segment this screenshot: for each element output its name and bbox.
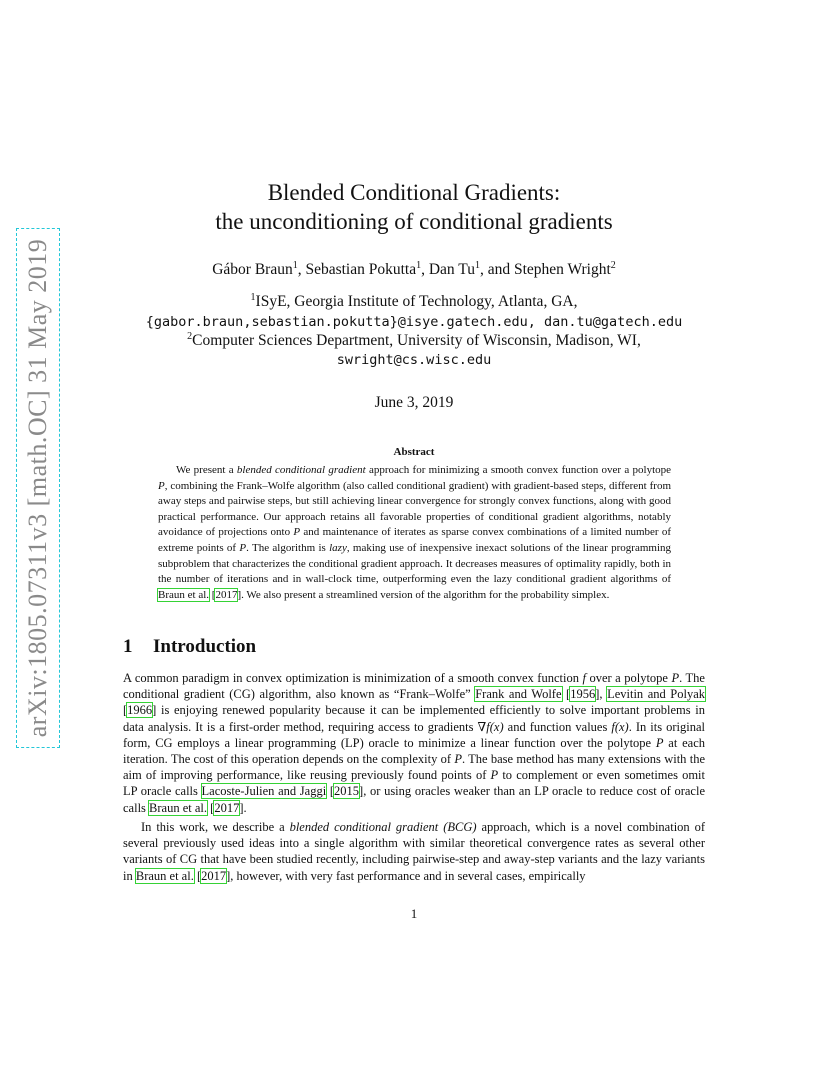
math-expression: f(x) [611,719,629,734]
affiliation-1-text: ISyE, Georgia Institute of Technology, Atlanta, GA, [255,293,578,311]
author-affiliation-mark: 1 [292,260,298,271]
author-separator: , [297,261,306,279]
math-symbol: P [655,735,664,750]
citation-link[interactable]: Braun et al. [135,868,194,883]
math-symbol: P [239,541,247,554]
math-symbol: P [454,752,462,767]
citation-year-link[interactable]: 1956 [570,687,596,702]
body-paragraph-2: In this work, we describe a blended conditional gradient (BCG) approach, which is a novel combination of several previously used ideas into a single algorithm with similar theoretical convergence rates as several other variants of CG that have been studied recently, including pairwise-step and away-step variants and the lazy variants in Braun et al. [2017], however, with very fast performance and in several cases, empirically [123,820,705,883]
citation-link[interactable]: Lacoste-Julien and Jaggi [201,784,327,799]
math-expression: ∇f(x) [477,719,504,734]
author-list [0,260,828,279]
page-number: 1 [410,906,418,921]
author-name: Stephen Wright [513,261,611,279]
abstract-body: We present a blended conditional gradient approach for minimizing a smooth convex function over a polytope P, combining the Frank–Wolfe algorithm (also called conditional gradient) with gradient-based steps, different from away steps and pairwise steps, but still achieving linear convergence for strongly convex functions, along with good practical performance. Our approach retains all favorable properties of conditional gradient algorithms, notably avoidance of projections onto P and maintenance of iterates as sparse convex combinations of a limited number of extreme points of P. The algorithm is lazy, making use of inexpensive inexact solutions of the linear programming subproblem that characterizes the conditional gradient approach. It decreases measures of optimality rapidly, both in the number of iterations and in wall-clock time, outperforming even the lazy conditional gradient algorithms of Braun et al. [2017]. We also present a streamlined version of the algorithm for the probability simplex. [158,464,672,601]
math-symbol: P [671,671,680,685]
citation-year-link[interactable]: 2017 [214,800,240,815]
section-heading [123,636,256,658]
body-emphasis: blended conditional gradient (BCG) [289,820,477,834]
math-symbol: P [293,526,301,539]
affiliation-2 [0,331,828,350]
citation-link[interactable]: Levitin and Polyak [607,687,706,702]
author-separator: , and [479,261,514,279]
arxiv-stamp-text: arXiv:1805.07311v3 [math.OC] 31 May 2019 [23,238,52,738]
citation-year-link[interactable]: 2017 [201,868,227,883]
citation-link[interactable]: Braun et al. [149,800,208,815]
citation-link[interactable]: Frank and Wolfe [475,687,562,702]
paper-date: June 3, 2019 [374,394,454,411]
citation-year-link[interactable]: 2017 [215,588,238,601]
math-symbol: P [158,479,165,492]
author-name: Sebastian Pokutta [305,261,417,279]
math-symbol: f [582,671,586,685]
affiliation-1-mark: 1 [250,292,256,303]
author-affiliation-mark: 1 [416,260,422,271]
paper-title-line-2: the unconditioning of conditional gradients [215,209,613,234]
author-name: Dan Tu [428,261,475,279]
author-separator: , [421,261,429,279]
section-number: 1 [123,636,133,657]
affiliation-1-emails: {gabor.braun,sebastian.pokutta}@isye.gatech.edu, dan.tu@gatech.edu [145,314,683,330]
paper-title-line-1: Blended Conditional Gradients: [267,180,561,205]
abstract-heading: Abstract [393,446,435,458]
affiliation-2-email: swright@cs.wisc.edu [336,352,492,368]
author-affiliation-mark: 1 [474,260,480,271]
affiliation-2-text: Computer Sciences Department, University of Wisconsin, Madison, WI, [192,332,641,350]
abstract-emphasis: lazy [329,541,347,554]
section-title: Introduction [153,636,257,657]
citation-year-link[interactable]: 1966 [127,703,153,718]
citation-link[interactable]: Braun et al. [158,588,210,601]
affiliation-1 [0,292,828,311]
author-name: Gábor Braun [212,261,293,279]
citation-year-link[interactable]: 2015 [334,784,360,799]
abstract-emphasis: blended conditional gradient [236,464,366,476]
affiliation-2-mark: 2 [187,331,193,342]
body-paragraph-1: A common paradigm in convex optimization is minimization of a smooth convex function f over a polytope P. The conditional gradient (CG) algorithm, also known as “Frank–Wolfe” Frank and Wolfe [1956], Levitin and Polyak [1966] is enjoying renewed popularity because it can be implemented efficiently to solve important problems in data analysis. It is a first-order method, requiring access to gradients ∇f(x) and function values f(x). In its original form, CG employs a linear programming (LP) oracle to minimize a linear function over the polytope P at each iteration. The cost of this operation depends on the complexity of P. The base method has many extensions with the aim of improving performance, like reusing previously found points of P to complement or even sometimes omit LP oracle calls Lacoste-Julien and Jaggi [2015], or using oracles weaker than an LP oracle to reduce cost of oracle calls Braun et al. [2017]. [123,671,706,815]
author-affiliation-mark: 2 [610,260,616,271]
math-symbol: P [490,768,499,783]
